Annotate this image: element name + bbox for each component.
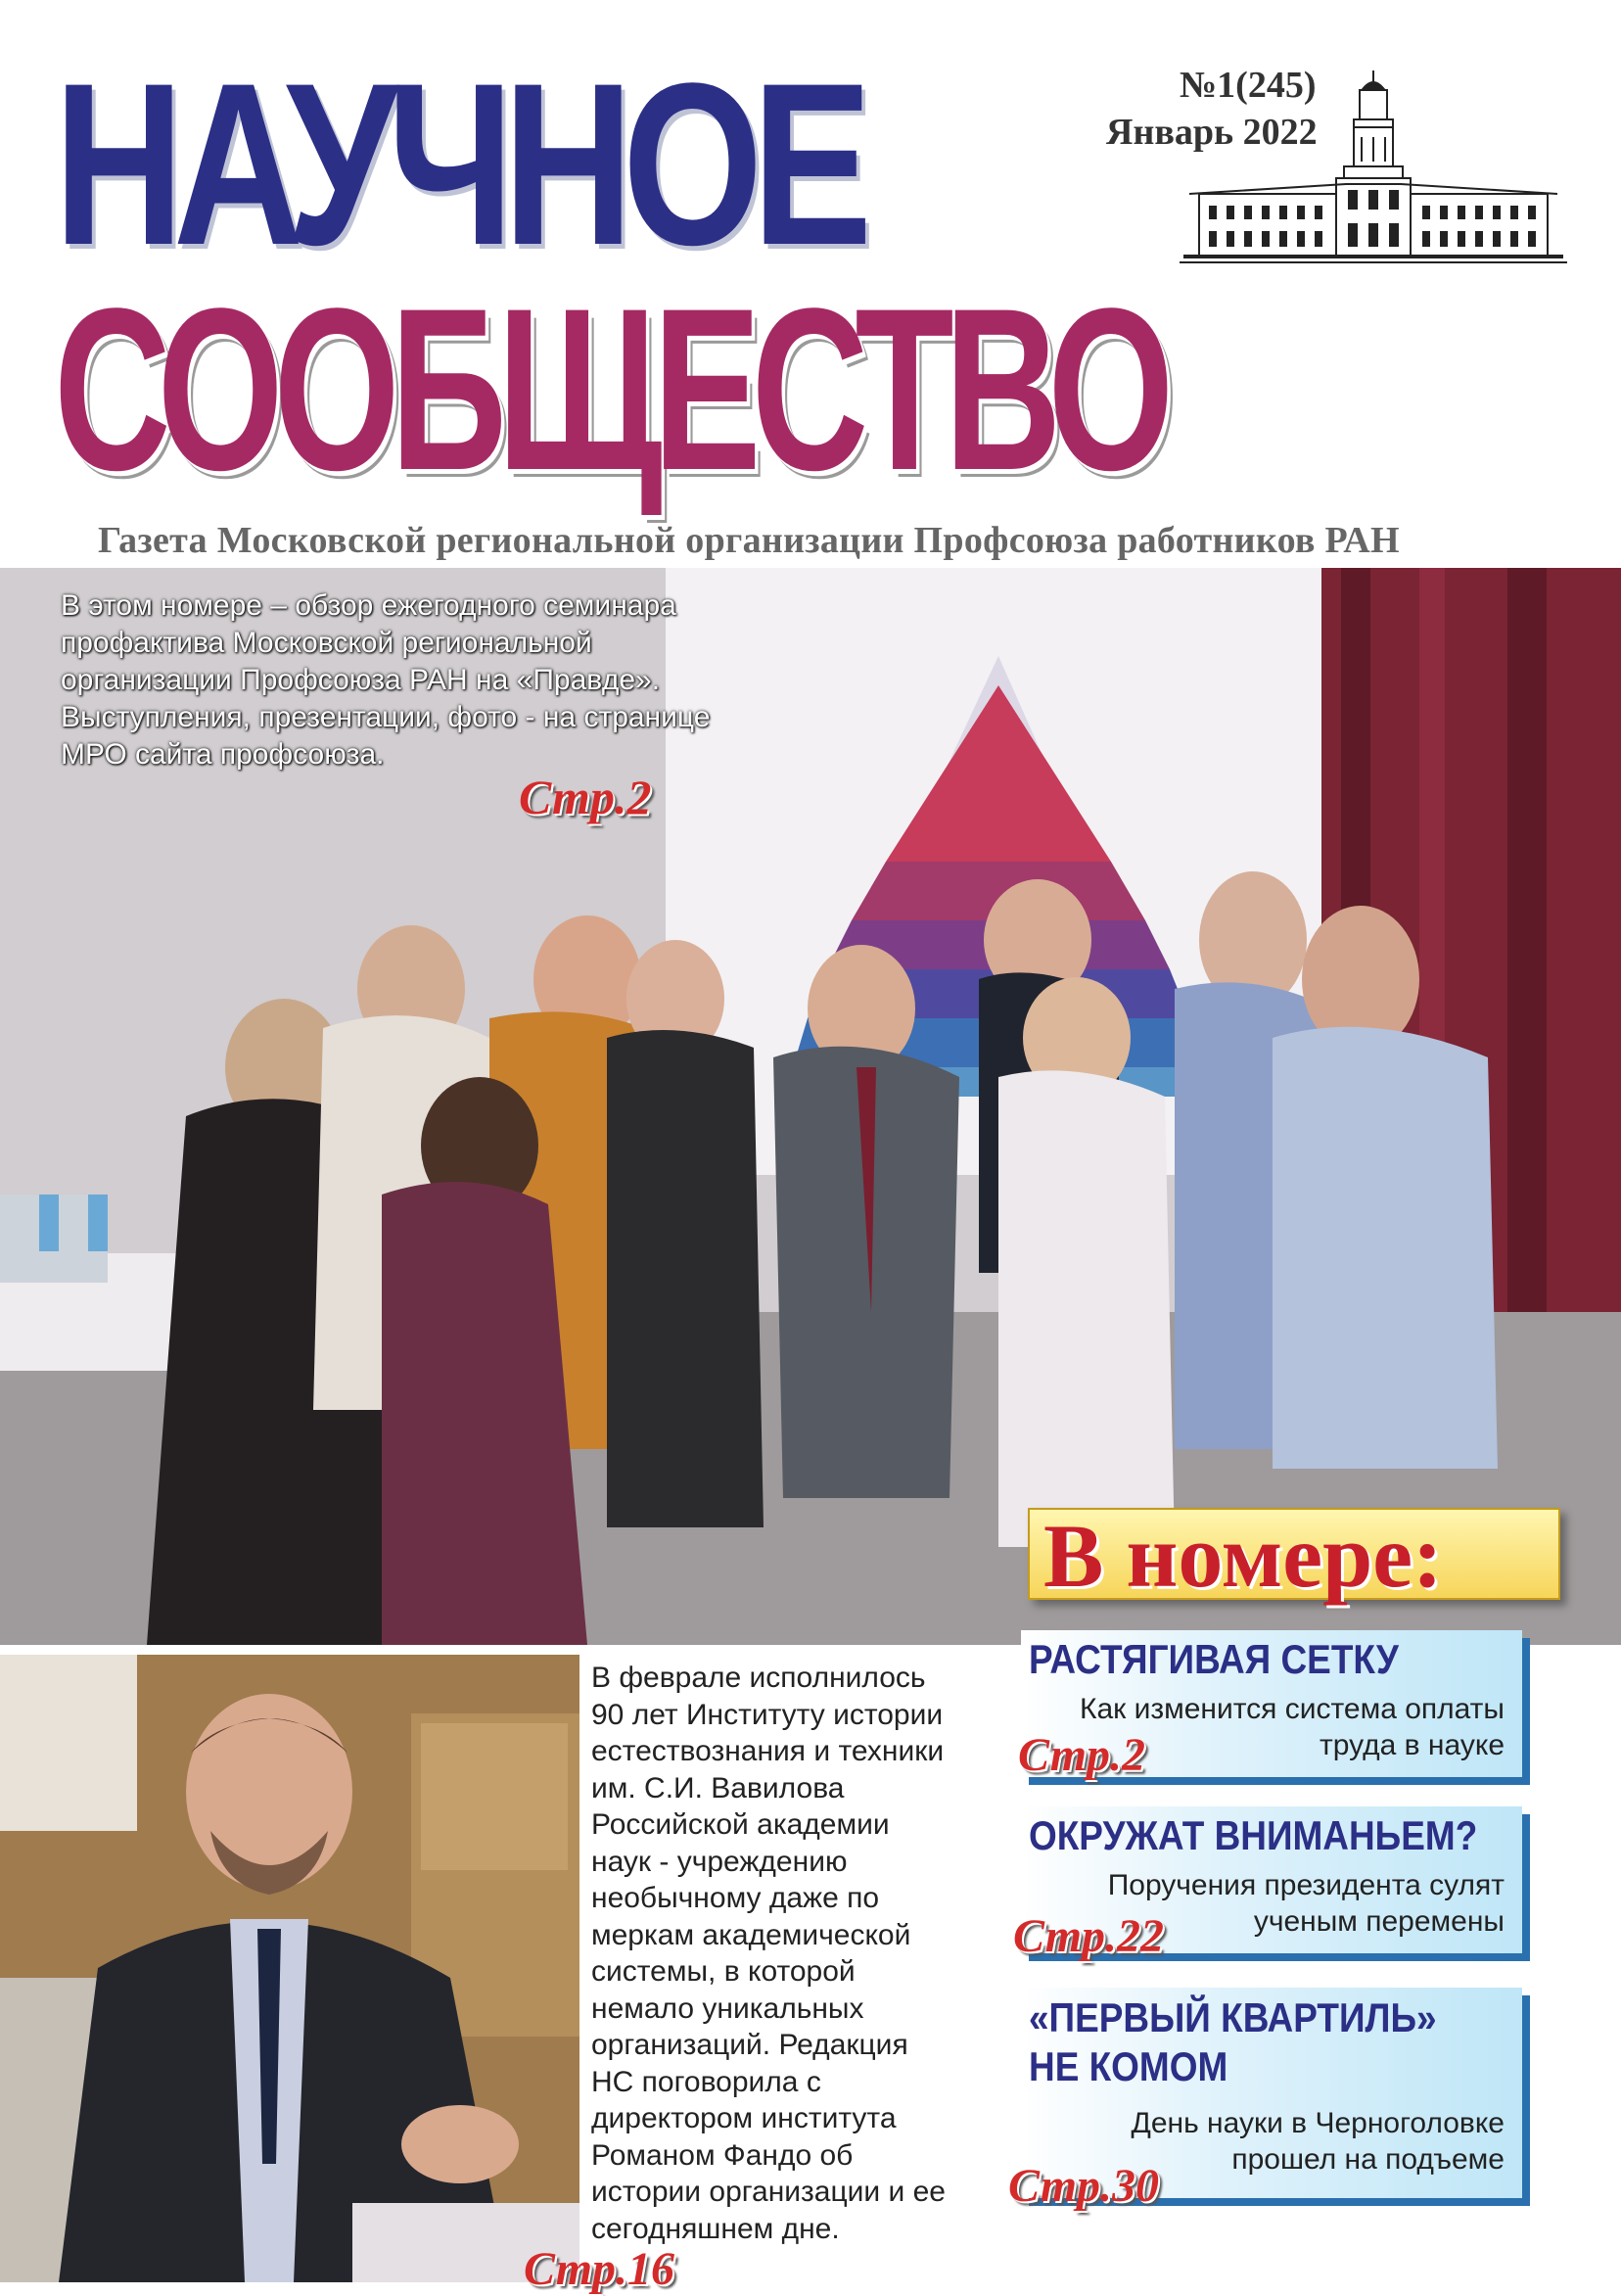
masthead-title-line2: СООБЩЕСТВО bbox=[54, 260, 1165, 519]
in-issue-banner bbox=[1028, 1506, 1560, 1606]
teaser-subtitle-line: прошел на подъеме bbox=[1231, 2143, 1505, 2176]
teaser-subtitle-line: труда в науке bbox=[1320, 1729, 1505, 1761]
cover-story-text: В этом номере – обзор ежегодного семинара профактива Московской региональной организации Профсоюза РАН на «Правде». Выступления, презентации, фото - на странице МРО сайта профсоюза. bbox=[61, 589, 711, 771]
teaser-subtitle-line: Поручения президента сулят bbox=[1107, 1869, 1505, 1901]
masthead-tagline: Газета Московской региональной организации Профсоюза работников РАН bbox=[98, 520, 1400, 561]
teaser-title: ОКРУЖАТ ВНИМАНЬЕМ? bbox=[1029, 1812, 1478, 1858]
academy-building-logo bbox=[1180, 69, 1571, 279]
teaser-subtitle-line: День науки в Черноголовке bbox=[1131, 2107, 1505, 2139]
teaser-subtitle-line: ученым перемены bbox=[1253, 1905, 1505, 1938]
cover-story-page-ref[interactable]: Стр.2 bbox=[519, 770, 652, 824]
teaser-title bbox=[1029, 1993, 1437, 2091]
director-photo-illustration bbox=[0, 1655, 579, 2282]
teaser-2-page-ref[interactable]: Стр.22 bbox=[1013, 1910, 1165, 1962]
teaser-1-page-ref[interactable]: Стр.2 bbox=[1018, 1729, 1146, 1781]
issue-number: №1(245) bbox=[1180, 65, 1317, 106]
teaser-title-line: «ПЕРВЫЙ КВАРТИЛЬ» bbox=[1029, 1994, 1437, 2040]
teaser-subtitle bbox=[1132, 2105, 1505, 2178]
issue-date: Январь 2022 bbox=[1106, 112, 1318, 153]
teaser-subtitle bbox=[1108, 1867, 1505, 1940]
in-issue-label: В номере: bbox=[1043, 1506, 1443, 1606]
teaser-3-page-ref[interactable]: Стр.30 bbox=[1008, 2160, 1160, 2212]
director-story-text: В феврале исполнилось 90 лет Институту истории естествознания и техники им. С.И. Вавилова Российской академии наук - учреждению необычному даже по меркам академической системы, в которой немало уникальных организаций. Редакция НС поговорила с директором института Романом Фандо об истории организации и ее сегодняшнем дне. bbox=[591, 1662, 946, 2245]
teaser-subtitle-line: Как изменится система оплаты bbox=[1079, 1693, 1505, 1725]
masthead-title-line1: НАУЧНОЕ bbox=[54, 35, 862, 294]
director-story-page-ref[interactable]: Стр.16 bbox=[524, 2243, 675, 2295]
teaser-title-line: НЕ КОМОМ bbox=[1029, 2043, 1228, 2089]
director-photo bbox=[0, 1655, 579, 2282]
teaser-title: РАСТЯГИВАЯ СЕТКУ bbox=[1029, 1636, 1399, 1682]
